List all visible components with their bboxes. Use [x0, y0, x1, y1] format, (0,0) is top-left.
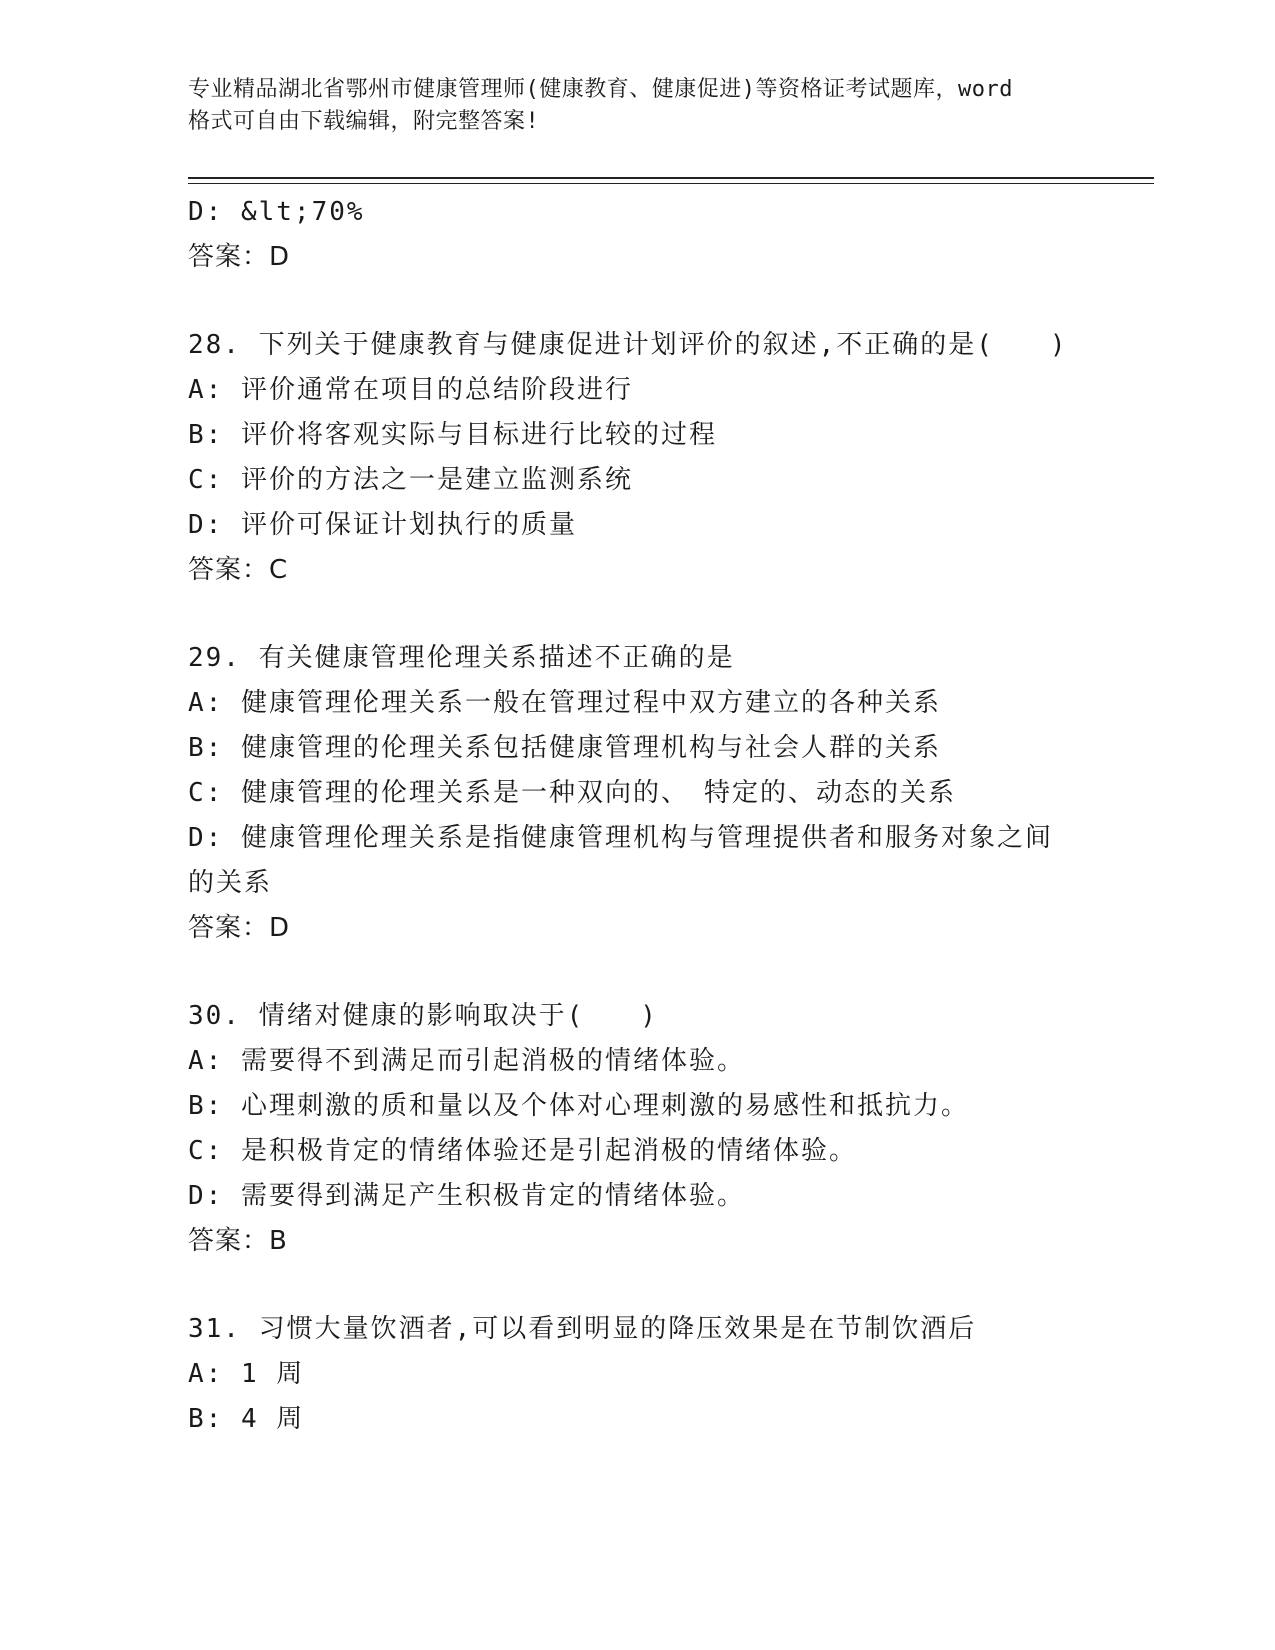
option-d: D: &lt;70% [188, 197, 365, 227]
header-rule-thick [188, 177, 1154, 179]
option-b: B: 心理刺激的质和量以及个体对心理刺激的易感性和抵抗力。 [188, 1091, 969, 1121]
question-block-31 [188, 1307, 1108, 1442]
option-a: A: 健康管理伦理关系一般在管理过程中双方建立的各种关系 [188, 688, 941, 718]
option-d: D: 健康管理伦理关系是指健康管理机构与管理提供者和服务对象之间 [188, 823, 1053, 853]
option-b: B: 4 周 [188, 1404, 305, 1434]
option-d-continuation: 的关系 [188, 868, 273, 898]
answer-line: 答案：D [188, 242, 291, 272]
option-b: B: 评价将客观实际与目标进行比较的过程 [188, 420, 717, 450]
header-line-1: 专业精品湖北省鄂州市健康管理师(健康教育、健康促进)等资格证考试题库，word [188, 77, 1013, 102]
option-d: D: 需要得到满足产生积极肯定的情绪体验。 [188, 1181, 745, 1211]
page-header [188, 74, 1088, 138]
answer-line: 答案：D [188, 913, 291, 943]
question-stem: 30. 情绪对健康的影响取决于( ) [188, 1001, 658, 1031]
option-b: B: 健康管理的伦理关系包括健康管理机构与社会人群的关系 [188, 733, 941, 763]
question-stem: 28. 下列关于健康教育与健康促进计划评价的叙述,不正确的是( ) [188, 330, 1068, 360]
header-line-2: 格式可自由下载编辑，附完整答案! [188, 109, 540, 134]
question-stem: 29. 有关健康管理伦理关系描述不正确的是 [188, 643, 735, 673]
question-stem: 31. 习惯大量饮酒者,可以看到明显的降压效果是在节制饮酒后 [188, 1314, 977, 1344]
option-c: C: 评价的方法之一是建立监测系统 [188, 465, 633, 495]
answer-line: 答案：B [188, 1226, 288, 1256]
question-block-30 [188, 994, 1108, 1264]
question-content [188, 190, 1108, 1442]
header-rule-thin [188, 183, 1154, 184]
option-a: A: 需要得不到满足而引起消极的情绪体验。 [188, 1046, 745, 1076]
question-block-29 [188, 636, 1108, 951]
option-a: A: 1 周 [188, 1359, 305, 1389]
answer-line: 答案：C [188, 555, 289, 585]
question-block-27 [188, 190, 1108, 280]
option-c: C: 是积极肯定的情绪体验还是引起消极的情绪体验。 [188, 1136, 857, 1166]
option-c: C: 健康管理的伦理关系是一种双向的、 特定的、动态的关系 [188, 778, 956, 808]
question-block-28 [188, 323, 1108, 593]
option-a: A: 评价通常在项目的总结阶段进行 [188, 375, 633, 405]
option-d: D: 评价可保证计划执行的质量 [188, 510, 577, 540]
